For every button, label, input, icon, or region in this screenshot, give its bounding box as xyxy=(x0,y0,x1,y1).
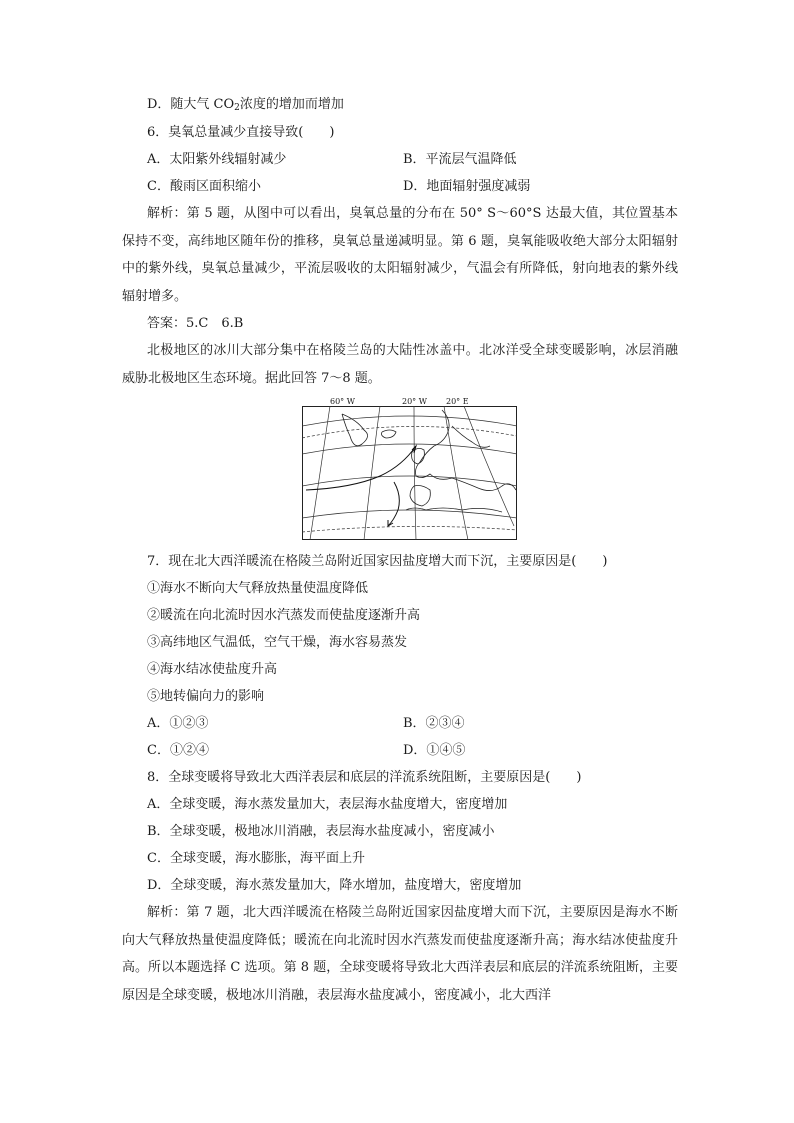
q7-option-b: B．②③④ xyxy=(403,716,465,731)
map-label-60w: 60° W xyxy=(330,397,355,406)
q7-item-3: ③高纬地区气温低，空气干燥，海水容易蒸发 xyxy=(147,635,408,650)
map-label-20w: 20° W xyxy=(402,397,427,406)
q6-option-c: C．酸雨区面积缩小 xyxy=(147,179,261,194)
q8-option-d: D．全球变暖，海水蒸发量加大，降水增加，盐度增大，密度增加 xyxy=(147,878,522,893)
q8-option-b: B．全球变暖，极地冰川消融，表层海水盐度减小，密度减小 xyxy=(147,824,495,839)
q6-option-a: A．太阳紫外线辐射减少 xyxy=(147,152,287,167)
q7-option-a: A．①②③ xyxy=(147,716,209,731)
q7-item-4: ④海水结冰使盐度升高 xyxy=(147,662,278,677)
q6-option-d: D．地面辐射强度减弱 xyxy=(403,179,531,194)
q6-option-b: B．平流层气温降低 xyxy=(403,152,517,167)
analysis-paragraph-2: 解析：第 7 题，北大西洋暖流在格陵兰岛附近国家因盐度增大而下沉，主要原因是海水不断向大气释放热量使温度降低；暖流在向北流时因水汽蒸发而使盐度逐渐升高；海水结冰使盐度升高。所以本题选择 C 选项。第 8 题，全球变暖将导致北大西洋表层和底层的洋流系统阻断，主要原因是全球变暖，极地冰川消融，表层海水盐度减小，密度减小，北大西洋 xyxy=(122,905,678,1003)
q7-item-2: ②暖流在向北流时因水汽蒸发而使盐度逐渐升高 xyxy=(147,608,421,623)
q7-option-c: C．①②④ xyxy=(147,743,209,758)
q5-option-d xyxy=(147,97,344,116)
q8-option-a: A．全球变暖，海水蒸发量加大，表层海水盐度增大，密度增加 xyxy=(147,797,508,812)
q5-option-d-post: 浓度的增加而增加 xyxy=(239,97,344,112)
map-frame xyxy=(303,407,517,540)
co2-subscript: 2 xyxy=(234,103,240,113)
q7-item-5: ⑤地转偏向力的影响 xyxy=(147,689,265,704)
intro-paragraph: 北极地区的冰川大部分集中在格陵兰岛的大陆性冰盖中。北冰洋受全球变暖影响，冰层消融威胁北极地区生态环境。据此回答 7～8 题。 xyxy=(122,343,678,386)
answer-line: 答案：5.C 6.B xyxy=(147,316,244,331)
q8-stem: 8．全球变暖将导致北大西洋表层和底层的洋流系统阻断，主要原因是( ) xyxy=(147,770,582,785)
q6-stem: 6．臭氧总量减少直接导致( ) xyxy=(147,125,335,140)
north-atlantic-map xyxy=(302,406,517,540)
q7-item-1: ①海水不断向大气释放热量使温度降低 xyxy=(147,581,369,596)
q7-option-d: D．①④⑤ xyxy=(403,743,466,758)
q8-option-c: C．全球变暖，海水膨胀，海平面上升 xyxy=(147,851,365,866)
map-label-20e: 20° E xyxy=(446,397,469,406)
q7-stem: 7．现在北大西洋暖流在格陵兰岛附近国家因盐度增大而下沉，主要原因是( ) xyxy=(147,554,608,569)
analysis-paragraph-1: 解析：第 5 题，从图中可以看出，臭氧总量的分布在 50° S～60°S 达最大值，其位置基本保持不变，高纬地区随年份的推移，臭氧总量递减明显。第 6 题，臭氧能吸收绝大部分太阳辐射中的紫外线，臭氧总量减少，平流层吸收的太阳辐射减少，气温会有所降低，射向地表的紫外线辐射增多。 xyxy=(122,206,678,304)
q5-option-d-pre: D．随大气 CO xyxy=(147,97,235,112)
